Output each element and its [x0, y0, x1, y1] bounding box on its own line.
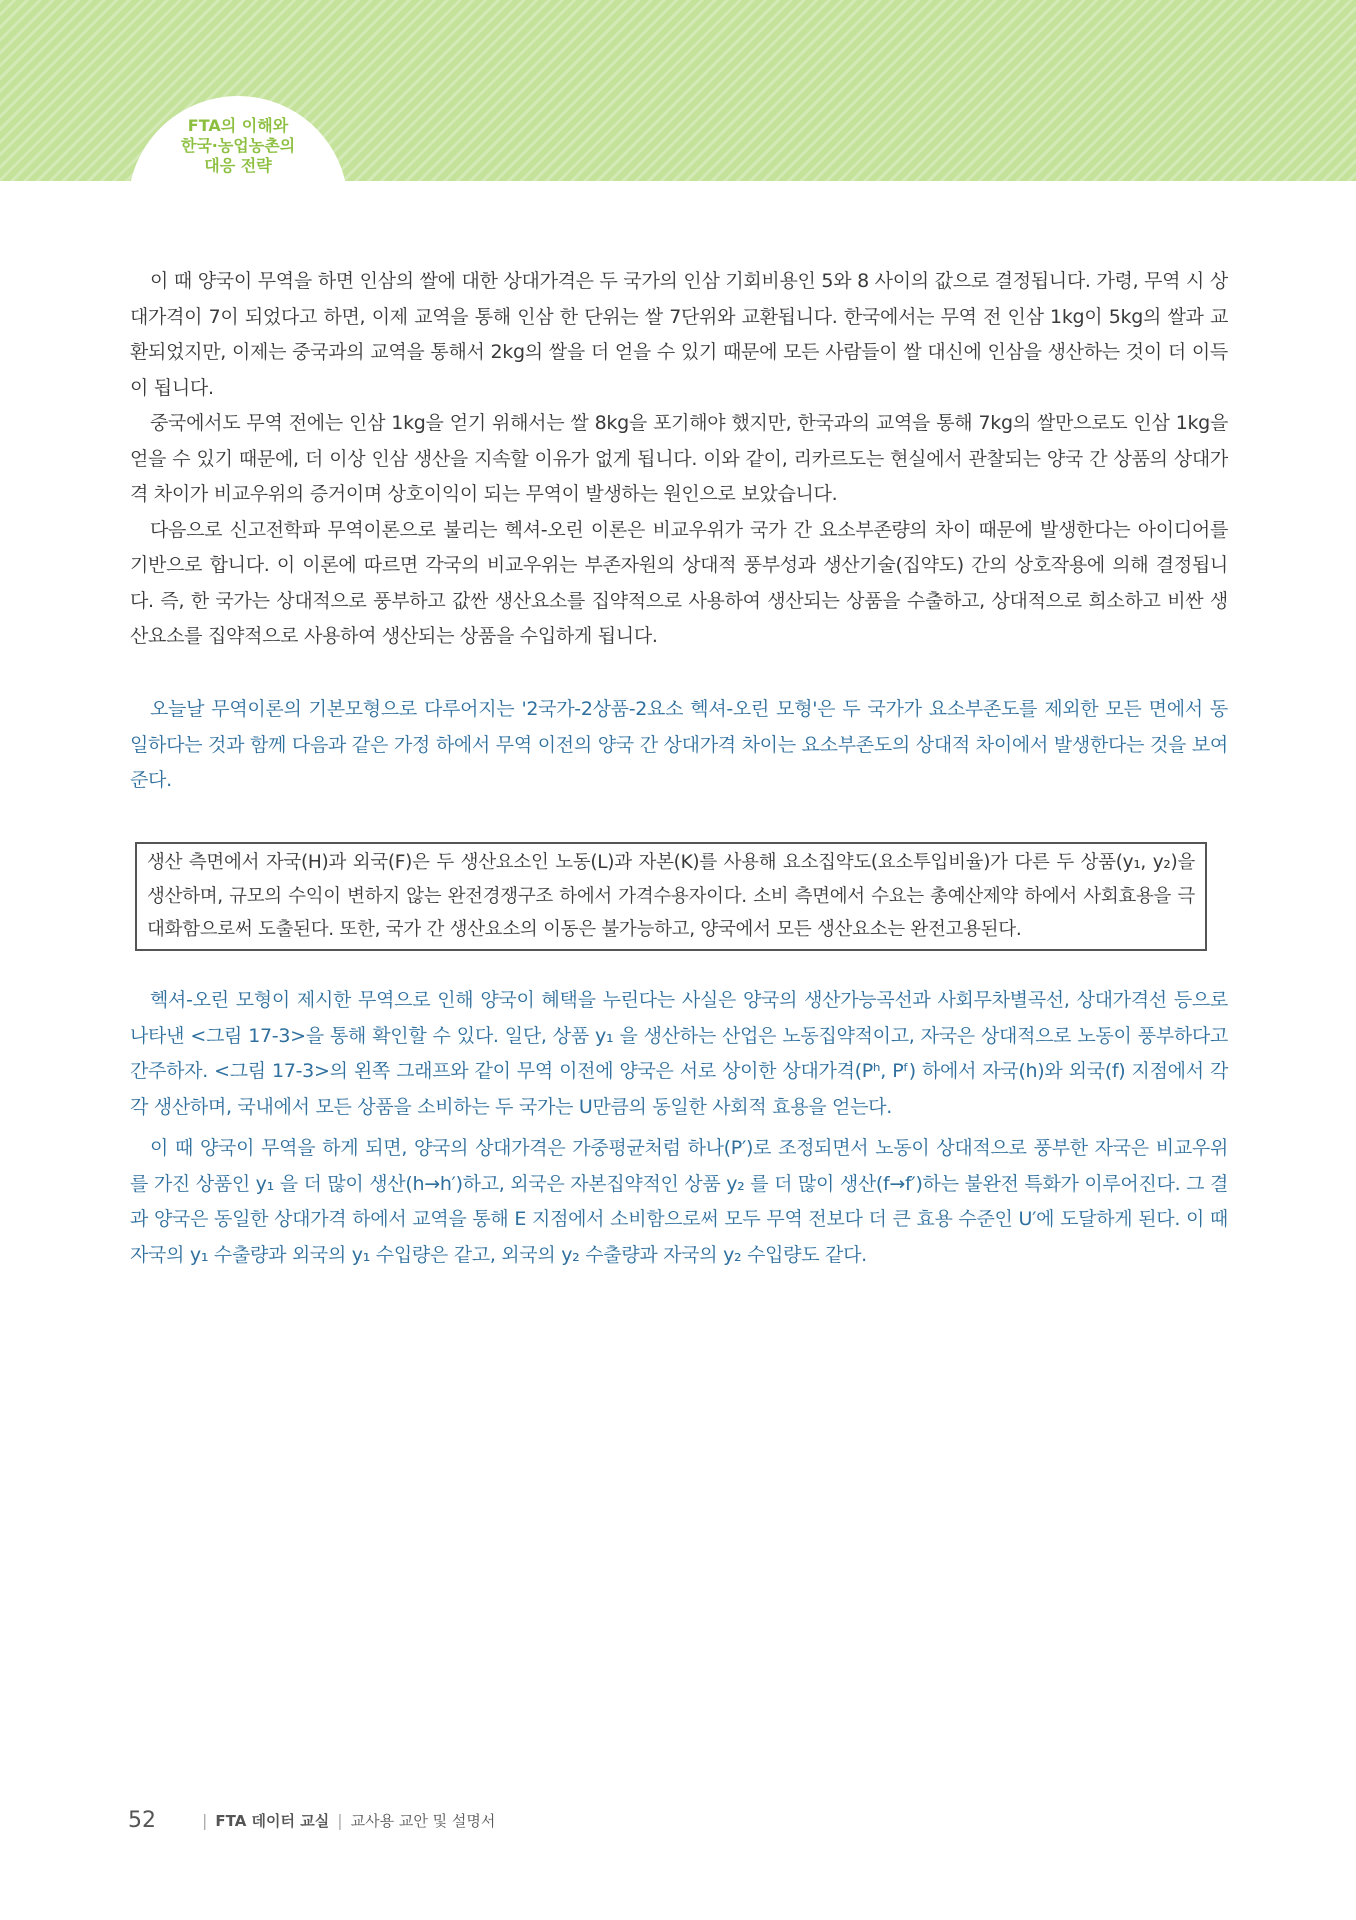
paragraph-figure-explanation: 헥셔-오린 모형이 제시한 무역으로 인해 양국이 혜택을 누린다는 사실은 양국의 생산가능곡선과 사회무차별곡선, 상대가격선 등으로 나타낸 <그림 17-3>을 통해 확인할 수 있다. 일단, 상품 y₁ 을 생산하는 산업은 노동집약적이고, 자국은 상대적으로 노동이 풍부하다고 간주하자. <그림 17-3>의 왼쪽 그래프와 같이 무역 이전에 양국은 서로 상이한 상대가격(Pʰ, Pᶠ) 하에서 자국(h)와 외국(f) 지점에서 각각 생산하며, 국내에서 모든 상품을 소비하는 두 국가는 U만큼의 동일한 사회적 효용을 얻는다.: [130, 989, 1228, 1118]
footer-divider-icon: |: [337, 1810, 343, 1830]
body-text-section-1: [130, 264, 1228, 655]
chapter-title: [128, 116, 348, 176]
book-subtitle: 교사용 교안 및 설명서: [350, 1811, 496, 1830]
body-text-section-3: [130, 983, 1228, 1273]
page-number: 52: [128, 1807, 156, 1833]
paragraph-china-trade: 중국에서도 무역 전에는 인삼 1kg을 얻기 위해서는 쌀 8kg을 포기해야 했지만, 한국과의 교역을 통해 7kg의 쌀만으로도 인삼 1kg을 얻을 수 있기 때문에, 더 이상 인삼 생산을 지속할 이유가 없게 됩니다. 이와 같이, 리카르도는 현실에서 관찰되는 양국 간 상품의 상대가격 차이가 비교우위의 증거이며 상호이익이 되는 무역이 발생하는 원인으로 보았습니다.: [130, 412, 1228, 505]
chapter-title-line-1: FTA의 이해와: [187, 116, 289, 135]
paragraph-basic-model: 오늘날 무역이론의 기본모형으로 다루어지는 '2국가-2상품-2요소 헥셔-오린 모형'은 두 국가가 요소부존도를 제외한 모든 면에서 동일하다는 것과 함께 다음과 같은 가정 하에서 무역 이전의 양국 간 상대가격 차이는 요소부존도의 상대적 차이에서 발생한다는 것을 보여준다.: [130, 698, 1228, 791]
assumption-box: [135, 842, 1207, 951]
book-title: FTA 데이터 교실: [215, 1811, 330, 1830]
paragraph-hecksher-ohlin: 다음으로 신고전학파 무역이론으로 불리는 헥셔-오린 이론은 비교우위가 국가 간 요소부존량의 차이 때문에 발생한다는 아이디어를 기반으로 합니다. 이 이론에 따르면 각국의 비교우위는 부존자원의 상대적 풍부성과 생산기술(집약도) 간의 상호작용에 의해 결정됩니다. 즉, 한 국가는 상대적으로 풍부하고 값싼 생산요소를 집약적으로 사용하여 생산되는 상품을 수출하고, 상대적으로 희소하고 비싼 생산요소를 집약적으로 사용하여 생산되는 상품을 수입하게 됩니다.: [130, 518, 1228, 647]
paragraph-trade-price: 이 때 양국이 무역을 하면 인삼의 쌀에 대한 상대가격은 두 국가의 인삼 기회비용인 5와 8 사이의 값으로 결정됩니다. 가령, 무역 시 상대가격이 7이 되었다고 하면, 이제 교역을 통해 인삼 한 단위는 쌀 7단위와 교환됩니다. 한국에서는 무역 전 인삼 1kg이 5kg의 쌀과 교환되었지만, 이제는 중국과의 교역을 통해서 2kg의 쌀을 더 얻을 수 있기 때문에 모든 사람들이 쌀 대신에 인삼을 생산하는 것이 더 이득이 됩니다.: [130, 270, 1228, 399]
footer: [128, 1806, 495, 1834]
paragraph-trade-effect: 이 때 양국이 무역을 하게 되면, 양국의 상대가격은 가중평균처럼 하나(P′)로 조정되면서 노동이 상대적으로 풍부한 자국은 비교우위를 가진 상품인 y₁ 을 더 많이 생산(h→h′)하고, 외국은 자본집약적인 상품 y₂ 를 더 많이 생산(f→f′)하는 불완전 특화가 이루어진다. 그 결과 양국은 동일한 상대가격 하에서 교역을 통해 E 지점에서 소비함으로써 모두 무역 전보다 더 큰 효용 수준인 U′에 도달하게 된다. 이 때 자국의 y₁ 수출량과 외국의 y₁ 수입량은 같고, 외국의 y₂ 수출량과 자국의 y₂ 수입량도 같다.: [130, 1137, 1228, 1266]
assumption-text: 생산 측면에서 자국(H)과 외국(F)은 두 생산요소인 노동(L)과 자본(K)를 사용해 요소집약도(요소투입비율)가 다른 두 상품(y₁, y₂)을 생산하며, 규모의 수익이 변하지 않는 완전경쟁구조 하에서 가격수용자이다. 소비 측면에서 수요는 총예산제약 하에서 사회효용을 극대화함으로써 도출된다. 또한, 국가 간 생산요소의 이동은 불가능하고, 양국에서 모든 생산요소는 완전고용된다.: [147, 852, 1195, 940]
chapter-title-line-2: 한국·농업농촌의: [180, 136, 296, 155]
chapter-title-line-3: 대응 전략: [204, 156, 272, 175]
footer-divider-icon: |: [202, 1810, 208, 1830]
body-text-section-2: [130, 692, 1228, 799]
